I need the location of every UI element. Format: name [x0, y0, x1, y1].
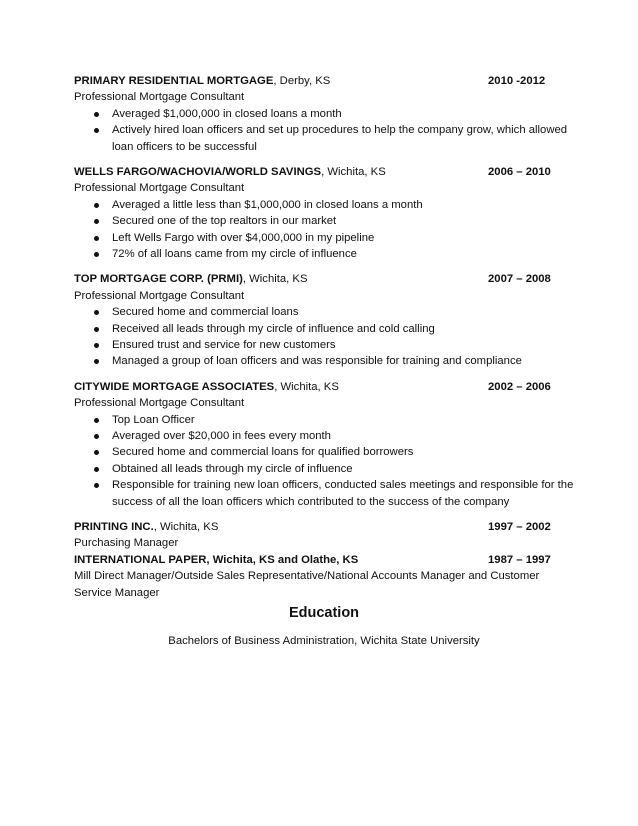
bullet-item: 72% of all loans came from my circle of influence — [112, 246, 574, 262]
company-name: WELLS FARGO/WACHOVIA/WORLD SAVINGS — [74, 166, 322, 179]
company-location: , Derby, KS — [273, 75, 331, 87]
company-name: PRIMARY RESIDENTIAL MORTGAGE — [74, 75, 274, 87]
job-header — [74, 379, 574, 395]
company-location: , Wichita, KS — [153, 521, 219, 534]
job-entry — [74, 164, 574, 262]
job-header — [74, 73, 574, 89]
company-name: INTERNATIONAL PAPER, Wichita, KS and Olathe, KS — [74, 553, 359, 566]
education-heading: Education — [288, 605, 360, 622]
job-entry — [74, 552, 574, 601]
bullet-item: Responsible for training new loan officers, conducted sales meetings and responsible for the success of all the loan officers which contributed to the success of the company — [112, 477, 574, 510]
job-title: Professional Mortgage Consultant — [74, 289, 245, 302]
bullet-item: Secured home and commercial loans — [112, 304, 574, 320]
job-title: Professional Mortgage Consultant — [74, 397, 245, 410]
education-section — [74, 603, 574, 649]
job-bullets — [74, 106, 574, 155]
job-bullets — [74, 412, 574, 510]
job-entry — [74, 519, 574, 552]
bullet-item: Ensured trust and service for new customers — [112, 337, 574, 353]
bullet-item: Received all leads through my circle of influence and cold calling — [112, 321, 574, 337]
bullet-item: Averaged over $20,000 in fees every month — [112, 428, 574, 444]
bullet-item: Managed a group of loan officers and was responsible for training and compliance — [112, 353, 574, 369]
job-title: Purchasing Manager — [74, 537, 179, 550]
job-dates: 2007 – 2008 — [488, 273, 551, 286]
bullet-item: Averaged $1,000,000 in closed loans a month — [112, 106, 574, 122]
job-dates: 2010 -2012 — [488, 75, 546, 87]
job-title: Professional Mortgage Consultant — [74, 182, 245, 195]
company-name: PRINTING INC. — [74, 521, 154, 534]
company-location: , Wichita, KS — [274, 380, 339, 393]
bullet-item: Left Wells Fargo with over $4,000,000 in my pipeline — [112, 230, 574, 246]
job-dates: 1997 – 2002 — [488, 521, 551, 534]
job-header — [74, 271, 574, 287]
job-header — [74, 164, 574, 180]
company-name: CITYWIDE MORTGAGE ASSOCIATES — [74, 380, 275, 393]
company-location: , Wichita, KS — [242, 273, 308, 286]
bullet-item: Actively hired loan officers and set up procedures to help the company grow, which allowed loan officers to be successful — [112, 122, 574, 155]
job-title: Mill Direct Manager/Outside Sales Representative/National Accounts Manager and Customer Service Manager — [74, 570, 540, 599]
job-entry — [74, 379, 574, 510]
company-location: , Wichita, KS — [321, 166, 386, 179]
job-bullets — [74, 197, 574, 263]
job-title: Professional Mortgage Consultant — [74, 91, 245, 104]
job-entry — [74, 271, 574, 369]
bullet-item: Averaged a little less than $1,000,000 in closed loans a month — [112, 197, 574, 213]
job-header — [74, 552, 574, 568]
company-name: TOP MORTGAGE CORP. (PRMI) — [74, 273, 243, 286]
job-dates: 2006 – 2010 — [488, 166, 551, 179]
job-entry — [74, 73, 574, 155]
job-dates: 2002 – 2006 — [488, 380, 551, 393]
bullet-item: Obtained all leads through my circle of influence — [112, 461, 574, 477]
education-degree: Bachelors of Business Administration, Wichita State University — [168, 635, 480, 648]
job-header — [74, 519, 574, 535]
bullet-item: Top Loan Officer — [112, 412, 574, 428]
experience-section — [74, 73, 574, 650]
job-dates: 1987 – 1997 — [488, 553, 551, 566]
bullet-item: Secured home and commercial loans for qualified borrowers — [112, 444, 574, 460]
bullet-item: Secured one of the top realtors in our market — [112, 213, 574, 229]
job-bullets — [74, 304, 574, 370]
